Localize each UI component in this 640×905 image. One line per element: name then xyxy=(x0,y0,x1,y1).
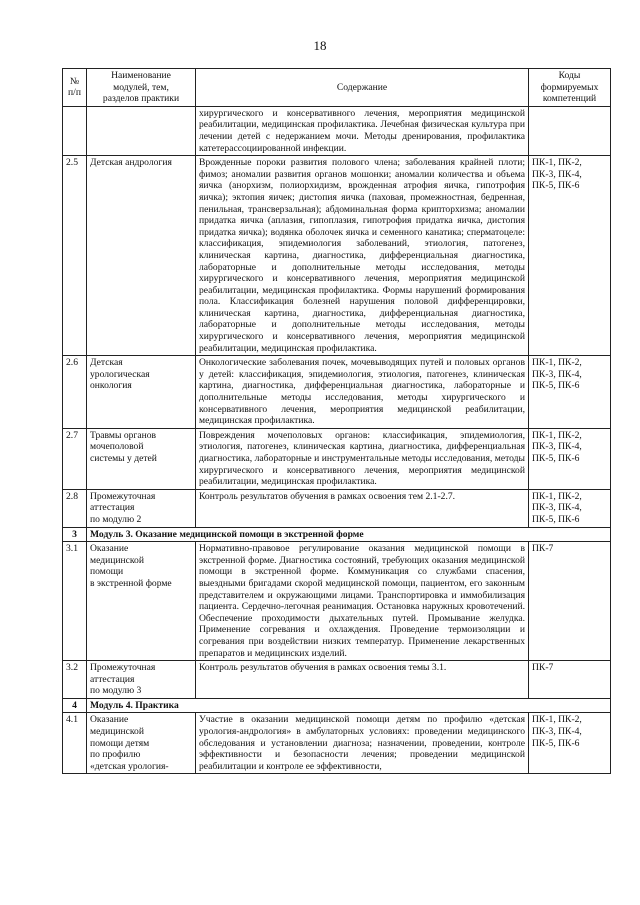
row-num: 2.5 xyxy=(63,156,87,356)
row-content: Нормативно-правовое регулирование оказания медицинской помощи в экстренной форме. Диагностика состояний, требующих оказания медицинской помощи в экстренной форме. Коммуникация со службами спасения, выездными бригадами скорой медицинской помощи, пациентом, его законным представителем и окружающими лицами. Транспортировка и иммобилизация пациента. Сердечно-легочная реанимация. Остановка наружных кровотечений. Обеспечение проходимости дыхательных путей. Промывание желудка. Применение согревания и охлаждения. Проведение термоизоляции и согревания при воздействии низких температур. Применение лекарственных препаратов и медицинских изделий. xyxy=(196,542,529,661)
row-num: 3.1 xyxy=(63,542,87,661)
header-content: Содержание xyxy=(196,69,529,107)
table-row xyxy=(63,156,611,356)
row-name: Травмы органов мочеполовой системы у детей xyxy=(87,428,196,489)
row-content: Контроль результатов обучения в рамках освоения тем 2.1-2.7. xyxy=(196,489,529,527)
row-content: хирургического и консервативного лечения, мероприятия медицинской реабилитации, медицинская профилактика. Лечебная физическая культура при лечении детей с недержанием мочи. Методы дренирования, профилактика катетерассоциированной инфекции. xyxy=(196,106,529,155)
row-codes: ПК-7 xyxy=(529,542,611,661)
row-name: Детская урологическая онкология xyxy=(87,356,196,429)
row-codes: ПК-1, ПК-2, ПК-3, ПК-4, ПК-5, ПК-6 xyxy=(529,713,611,774)
section-row-module-4 xyxy=(63,698,611,713)
row-name: Оказание медицинской помощи детям по профилю «детская урология- xyxy=(87,713,196,774)
row-content: Онкологические заболевания почек, мочевыводящих путей и половых органов у детей: классификация, эпидемиология, этиология, патогенез, клиническая картина, диагностика, дифференциальная диагностика, лабораторные и дополнительные методы исследования, методы хирургического и консервативного лечения, мероприятия медицинской реабилитации, медицинская профилактика. xyxy=(196,356,529,429)
table-row xyxy=(63,542,611,661)
table-row xyxy=(63,428,611,489)
header-codes: Коды формируемых компетенций xyxy=(529,69,611,107)
program-table xyxy=(62,68,611,774)
row-name: Оказание медицинской помощи в экстренной форме xyxy=(87,542,196,661)
row-codes: ПК-7 xyxy=(529,661,611,699)
row-content: Участие в оказании медицинской помощи детям по профилю «детская урология-андрология» в амбулаторных условиях: проведении медицинского обследования и установлении диагноза; назначении, проведении, контроле эффективности и безопасности лечения; проведении медицинской реабилитации и контроле ее эффективности, xyxy=(196,713,529,774)
table-header-row xyxy=(63,69,611,107)
row-codes xyxy=(529,106,611,155)
section-num: 3 xyxy=(63,527,87,542)
page-number: 18 xyxy=(313,38,327,53)
row-num: 3.2 xyxy=(63,661,87,699)
section-num: 4 xyxy=(63,698,87,713)
row-codes: ПК-1, ПК-2, ПК-3, ПК-4, ПК-5, ПК-6 xyxy=(529,356,611,429)
header-name: Наименование модулей, тем, разделов практики xyxy=(87,69,196,107)
row-name: Промежуточная аттестация по модулю 2 xyxy=(87,489,196,527)
row-name: Детская андрология xyxy=(87,156,196,356)
row-num: 2.7 xyxy=(63,428,87,489)
section-title: Модуль 4. Практика xyxy=(87,698,611,713)
section-title: Модуль 3. Оказание медицинской помощи в экстренной форме xyxy=(87,527,611,542)
table-row xyxy=(63,356,611,429)
row-codes: ПК-1, ПК-2, ПК-3, ПК-4, ПК-5, ПК-6 xyxy=(529,156,611,356)
table-row xyxy=(63,106,611,155)
table-row xyxy=(63,489,611,527)
row-content: Врожденные пороки развития полового члена; заболевания крайней плоти; фимоз; аномалии развития органов мошонки; аномалии количества и объема яичка (анорхизм, полиорхидизм, врожденная атрофия яичка, гипотрофия яичка); эктопия яичек; дистопия яичка (паховая, промежностная, бедренная, пенильная, трансверзальная); абдоминальная форма крипторхизма; аномалии придатка яичка (аплазия, гипоплазия, гипотрофия придатка яичка, дистопия придатка яичка); водянка оболочек яичка и семенного канатика; сперматоцеле: классификация, эпидемиология заболеваний, этиология, патогенез, клиническая картина, диагностика, дифференциальная диагностика, лабораторные и дополнительные методы исследования, методы хирургического и консервативного лечения, мероприятия медицинской реабилитации, медицинская профилактика. Формы нарушений формирования пола. Классификация болезней нарушения половой дифференцировки, клиническая картина, диагностика, дифференциальная диагностика, лабораторные и дополнительные методы исследования, методы хирургического и консервативного лечения, мероприятия медицинской реабилитации, медицинская профилактика. xyxy=(196,156,529,356)
row-num xyxy=(63,106,87,155)
row-num: 4.1 xyxy=(63,713,87,774)
table-row xyxy=(63,713,611,774)
row-codes: ПК-1, ПК-2, ПК-3, ПК-4, ПК-5, ПК-6 xyxy=(529,489,611,527)
row-num: 2.6 xyxy=(63,356,87,429)
table-row xyxy=(63,661,611,699)
section-row-module-3 xyxy=(63,527,611,542)
row-content: Контроль результатов обучения в рамках освоения темы 3.1. xyxy=(196,661,529,699)
row-codes: ПК-1, ПК-2, ПК-3, ПК-4, ПК-5, ПК-6 xyxy=(529,428,611,489)
header-num: № п/п xyxy=(63,69,87,107)
row-content: Повреждения мочеполовых органов: классификация, эпидемиология, этиология, патогенез, клиническая картина, диагностика, дифференциальная диагностика, лабораторные и инструментальные методы исследования, методы хирургического и консервативного лечения, мероприятия медицинской реабилитации, медицинская профилактика. xyxy=(196,428,529,489)
row-name: Промежуточная аттестация по модулю 3 xyxy=(87,661,196,699)
row-name xyxy=(87,106,196,155)
row-num: 2.8 xyxy=(63,489,87,527)
